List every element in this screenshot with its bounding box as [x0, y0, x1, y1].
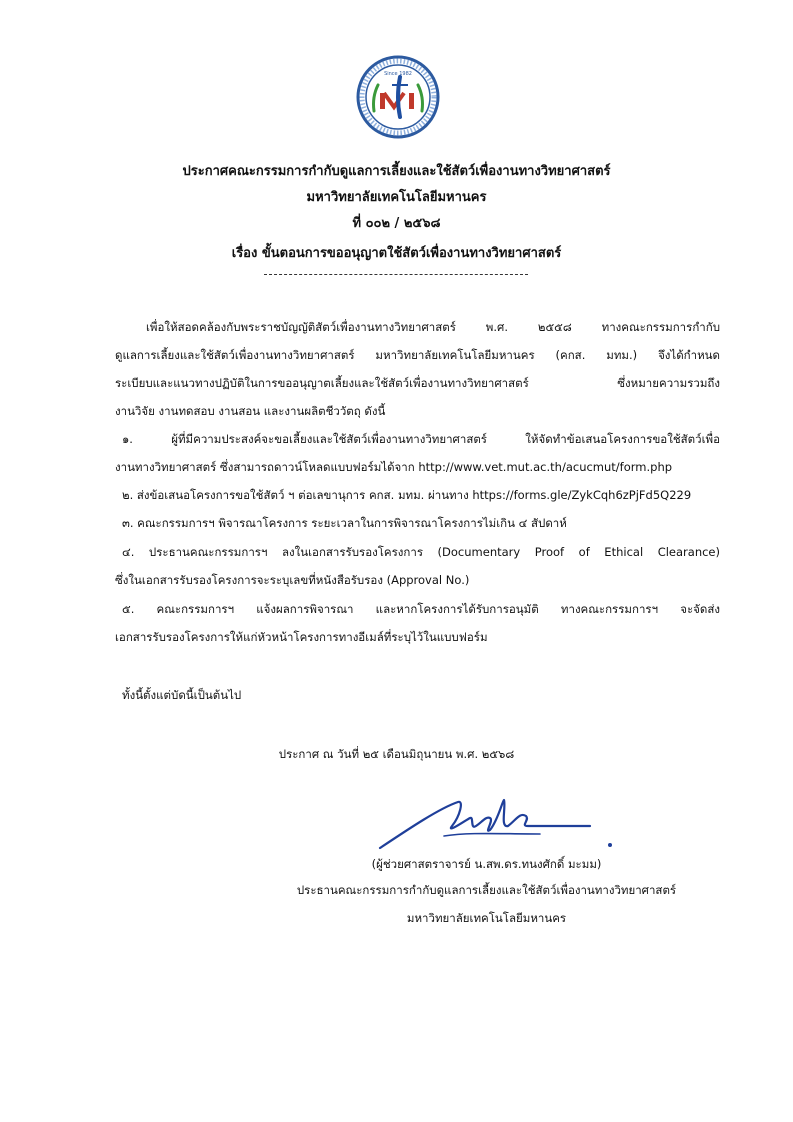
effective-statement: ทั้งนี้ตั้งแต่บัดนี้เป็นต้นไป: [122, 688, 242, 702]
announcement-date: ประกาศ ณ วันที่ ๒๕ เดือนมิถุนายน พ.ศ. ๒๕๖๘: [278, 747, 515, 761]
intro-line-1: เพื่อให้สอดคล้องกับพระราชบัญญัติสัตว์เพื่องานทางวิทยาศาสตร์ พ.ศ. ๒๕๕๘ ทางคณะกรรมการกำกับ: [146, 320, 720, 334]
signer-organization: มหาวิทยาลัยเทคโนโลยีมหานคร: [406, 911, 567, 925]
divider: [264, 274, 528, 275]
intro-line-4: งานวิจัย งานทดสอบ งานสอน และงานผลิตชีววัตถุ ดังนี้: [115, 404, 386, 418]
signature-image: [370, 790, 620, 860]
svg-text:Since 1982: Since 1982: [384, 71, 412, 77]
item-1-line-2: งานทางวิทยาศาสตร์ ซึ่งสามารถดาวน์โหลดแบบฟอร์มได้จาก http://www.vet.mut.ac.th/acucmut/form.php: [115, 460, 673, 474]
announcement-number: ที่ ๐๐๒ / ๒๕๖๘: [352, 216, 441, 231]
item-1-line-1: ๑. ผู้ที่มีความประสงค์จะขอเลี้ยงและใช้สัตว์เพื่องานทางวิทยาศาสตร์ ให้จัดทำข้อเสนอโครงการขอใช้สัตว์เพื่อ: [122, 432, 720, 446]
item-5-line-2: เอกสารรับรองโครงการให้แก่หัวหน้าโครงการทางอีเมล์ที่ระบุไว้ในแบบฟอร์ม: [115, 630, 488, 644]
signer-title: ประธานคณะกรรมการกำกับดูแลการเลี้ยงและใช้สัตว์เพื่องานทางวิทยาศาสตร์: [296, 883, 677, 897]
university-logo: [356, 55, 440, 139]
intro-line-3: ระเบียบและแนวทางปฏิบัติในการขออนุญาตเลี้ยงและใช้สัตว์เพื่องานทางวิทยาศาสตร์ ซึ่งหมายความรวมถึง: [115, 376, 720, 390]
item-3: ๓. คณะกรรมการฯ พิจารณาโครงการ ระยะเวลาในการพิจารณาโครงการไม่เกิน ๔ สัปดาห์: [122, 516, 567, 530]
university-name: มหาวิทยาลัยเทคโนโลยีมหานคร: [306, 190, 487, 205]
item-5-line-1: ๕. คณะกรรมการฯ แจ้งผลการพิจารณา และหากโครงการได้รับการอนุมัติ ทางคณะกรรมการฯ จะจัดส่ง: [122, 602, 720, 616]
announcement-title: ประกาศคณะกรรมการกำกับดูแลการเลี้ยงและใช้สัตว์เพื่องานทางวิทยาศาสตร์: [182, 164, 611, 179]
intro-line-2: ดูแลการเลี้ยงและใช้สัตว์เพื่องานทางวิทยาศาสตร์ มหาวิทยาลัยเทคโนโลยีมหานคร (คกส. มทม.) จึงได้กำหนด: [115, 348, 720, 362]
item-4-line-2: ซึ่งในเอกสารรับรองโครงการจะระบุเลขที่หนังสือรับรอง (Approval No.): [115, 573, 470, 587]
item-4-line-1: ๔. ประธานคณะกรรมการฯ ลงในเอกสารรับรองโครงการ (Documentary Proof of Ethical Clearance): [122, 545, 720, 559]
signer-name: (ผู้ช่วยศาสตราจารย์ น.สพ.ดร.ทนงศักดิ์ มะมม): [371, 857, 602, 871]
announcement-subject: เรื่อง ขั้นตอนการขออนุญาตใช้สัตว์เพื่องานทางวิทยาศาสตร์: [231, 246, 562, 261]
item-2: ๒. ส่งข้อเสนอโครงการขอใช้สัตว์ ฯ ต่อเลขานุการ คกส. มทม. ผ่านทาง https://forms.gle/ZykCqh6zPjFd5Q229: [122, 488, 692, 502]
